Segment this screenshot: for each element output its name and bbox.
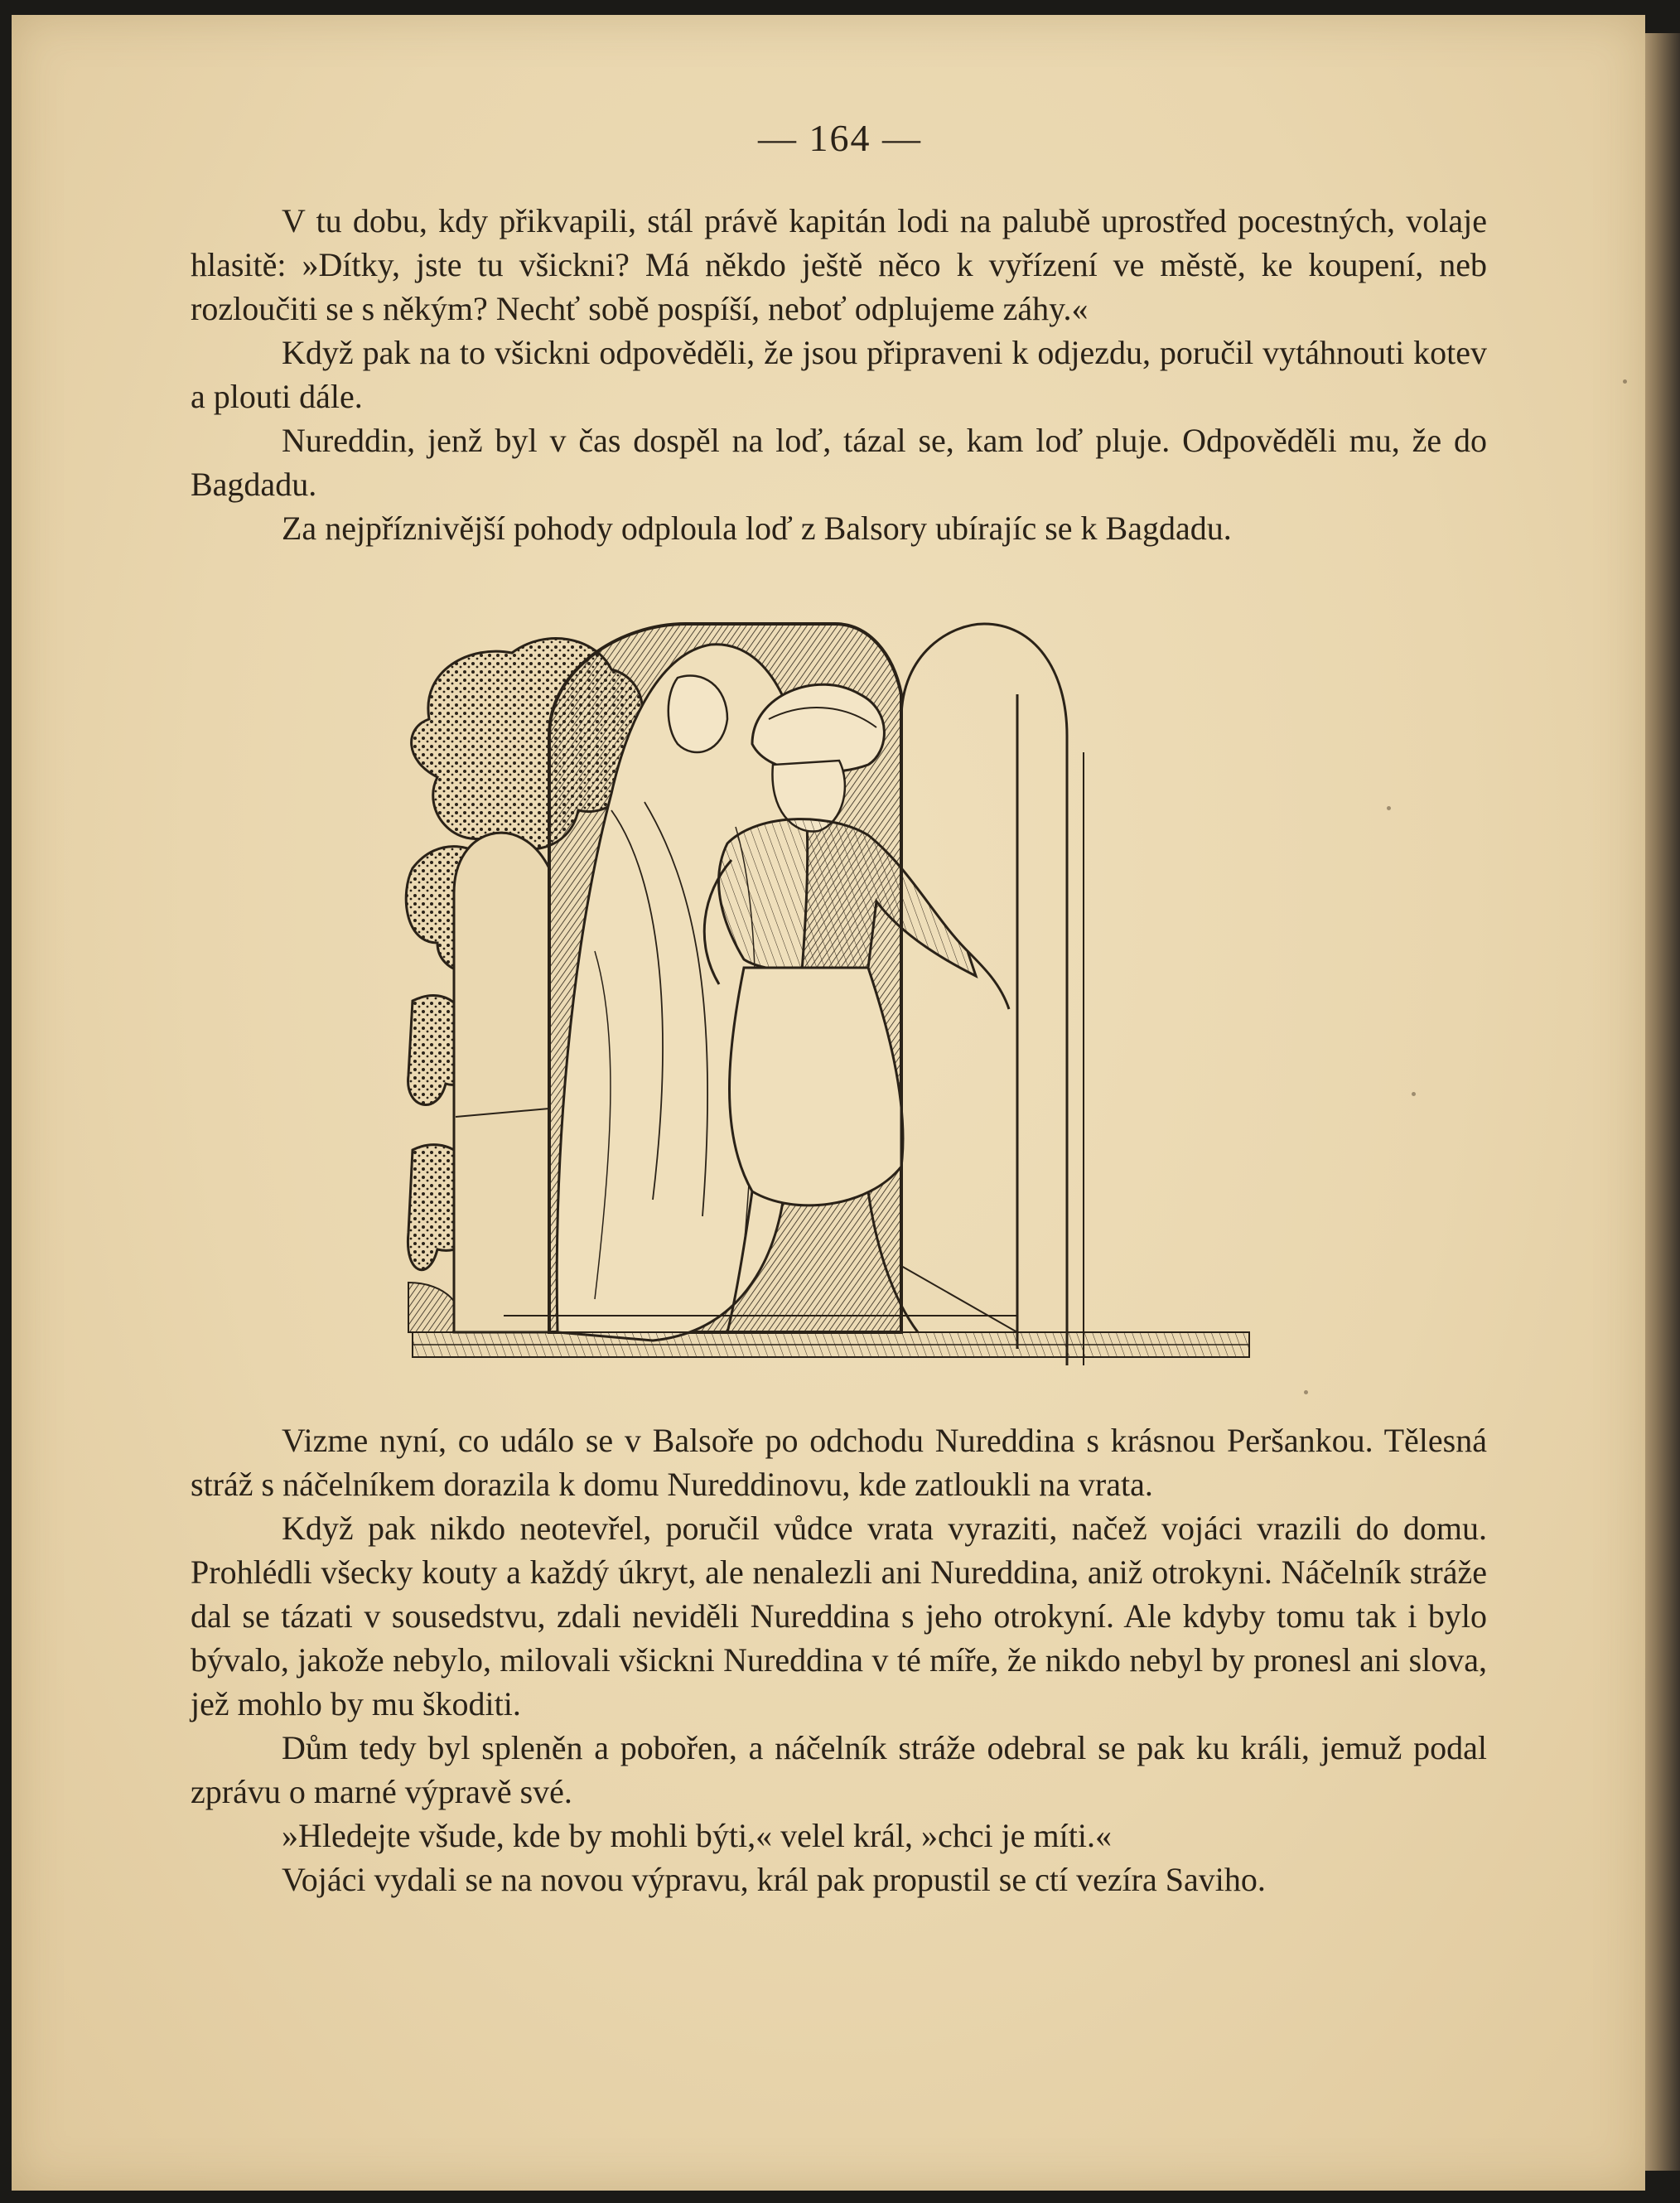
paper-speck <box>1412 1092 1416 1096</box>
engraving-illustration <box>404 620 1253 1365</box>
paragraph: V tu dobu, kdy přikvapili, stál právě kapitán lodi na palubě uprostřed pocestných, volaje hlasitě: »Dítky, jste tu všickni? Má někdo ještě něco k vyřízení ve městě, ke koupení, neb rozloučiti se s někým? Nechť sobě pospíší, neboť odplujeme záhy.« <box>191 202 1487 327</box>
stone-pillar <box>454 833 549 1332</box>
paper-speck <box>1304 1390 1308 1394</box>
book-spine-edge <box>1640 33 1680 2171</box>
paragraph: Za nejpříznivější pohody odploula loď z Balsory ubírajíc se k Bagdadu. <box>282 510 1232 547</box>
paragraph: Vizme nyní, co událo se v Balsoře po odchodu Nureddina s krásnou Peršankou. Tělesná stráž s náčelníkem dorazila k domu Nureddinovu, kde zatloukli na vrata. <box>191 1422 1487 1503</box>
paper-speck <box>1623 379 1627 384</box>
bottom-text-block <box>191 1418 1487 1901</box>
paragraph: Když pak na to všickni odpověděli, že jsou připraveni k odjezdu, poručil vytáhnouti kotev a plouti dále. <box>191 334 1487 415</box>
paragraph: Když pak nikdo neotevřel, poručil vůdce vrata vyraziti, načež vojáci vrazili do domu. Prohlédli všecky kouty a každý úkryt, ale nenalezli ani Nureddina, aniž otrokyni. Náčelník stráže dal se tázati v sousedstvu, zdali neviděli Nureddina s jeho otrokyní. Ale kdyby tomu tak i bylo bývalo, jakože nebylo, milovali všickni Nureddina v té míře, že nikdo nebyl by pronesl ani slova, jež mohlo by mu škoditi. <box>191 1510 1487 1722</box>
top-text-block <box>191 199 1487 550</box>
page-number: — 164 — <box>758 117 922 159</box>
paragraph: Vojáci vydali se na novou výpravu, král pak propustil se ctí vezíra Saviho. <box>282 1861 1266 1898</box>
open-door <box>901 624 1084 1365</box>
paragraph: »Hledejte všude, kde by mohli býti,« velel král, »chci je míti.« <box>282 1817 1112 1854</box>
paragraph: Dům tedy byl spleněn a pobořen, a náčelník stráže odebral se pak ku králi, jemuž podal zprávu o marné výpravě své. <box>191 1729 1487 1810</box>
paragraph: Nureddin, jenž byl v čas dospěl na loď, tázal se, kam loď pluje. Odpověděli mu, že do Bagdadu. <box>191 422 1487 503</box>
paper-speck <box>1387 806 1391 810</box>
